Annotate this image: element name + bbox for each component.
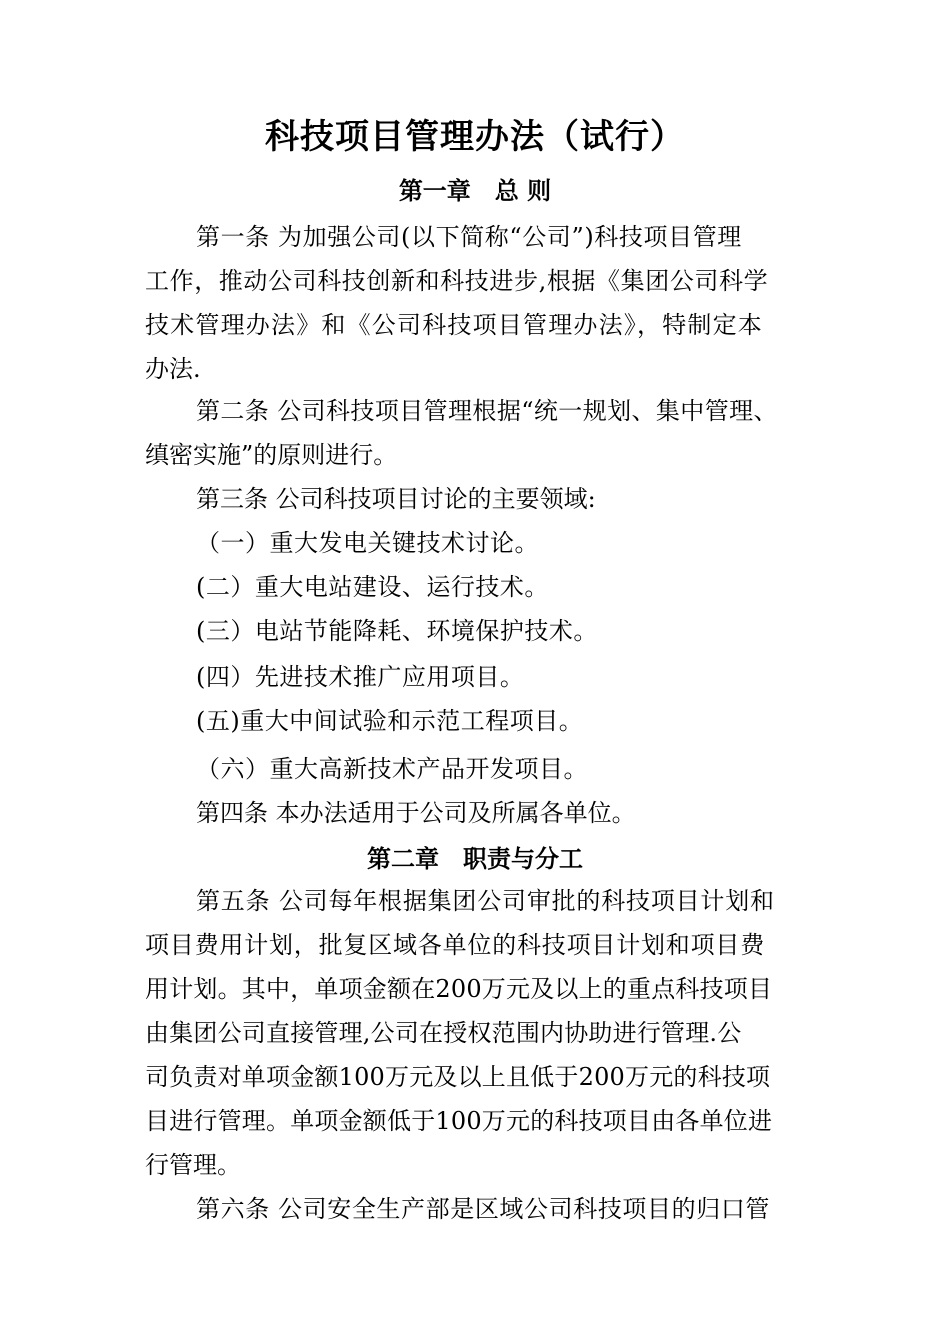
- article-5-line-6: 目进行管理。单项金额低于100万元的科技项目由各单位进: [145, 1107, 773, 1135]
- article-3-line-1: 第三条 公司科技项目讨论的主要领域:: [196, 485, 596, 513]
- article-3-item-2: (二）重大电站建设、运行技术。: [196, 573, 549, 601]
- article-3-item-4: (四）先进技术推广应用项目。: [196, 663, 525, 691]
- article-1-line-2: 工作，推动公司科技创新和科技进步,根据《集团公司科学: [145, 267, 769, 295]
- article-5-line-3: 用计划。其中，单项金额在200万元及以上的重点科技项目: [145, 975, 773, 1003]
- article-3-item-1: （一）重大发电关键技术讨论。: [196, 529, 539, 557]
- article-3-item-6: （六）重大高新技术产品开发项目。: [196, 755, 588, 783]
- article-1-line-1: 第一条 为加强公司(以下简称“公司”)科技项目管理: [196, 223, 742, 251]
- chapter-heading-1: 第一章 总 则: [398, 176, 552, 205]
- article-2-line-2: 缜密实施”的原则进行。: [145, 441, 398, 469]
- chapter-heading-2: 第二章 职责与分工: [367, 844, 583, 873]
- article-5-line-5: 司负责对单项金额100万元及以上且低于200万元的科技项: [145, 1063, 771, 1091]
- article-3-item-5: (五)重大中间试验和示范工程项目。: [196, 707, 584, 735]
- article-5-line-2: 项目费用计划，批复区域各单位的科技项目计划和项目费: [145, 931, 765, 959]
- article-5-line-1: 第五条 公司每年根据集团公司审批的科技项目计划和: [196, 887, 775, 915]
- article-4-line-1: 第四条 本办法适用于公司及所属各单位。: [196, 799, 636, 827]
- article-3-item-3: (三）电站节能降耗、环境保护技术。: [196, 617, 598, 645]
- article-5-line-4: 由集团公司直接管理,公司在授权范围内协助进行管理.公: [145, 1019, 742, 1047]
- article-2-line-1: 第二条 公司科技项目管理根据“统一规划、集中管理、: [196, 397, 778, 425]
- document-title: 科技项目管理办法（试行）: [265, 117, 685, 157]
- article-6-line-1: 第六条 公司安全生产部是区域公司科技项目的归口管: [196, 1195, 771, 1223]
- article-1-line-4: 办法.: [145, 355, 201, 383]
- article-1-line-3: 技术管理办法》和《公司科技项目管理办法》，特制定本: [145, 311, 763, 339]
- article-5-line-7: 行管理。: [145, 1151, 241, 1179]
